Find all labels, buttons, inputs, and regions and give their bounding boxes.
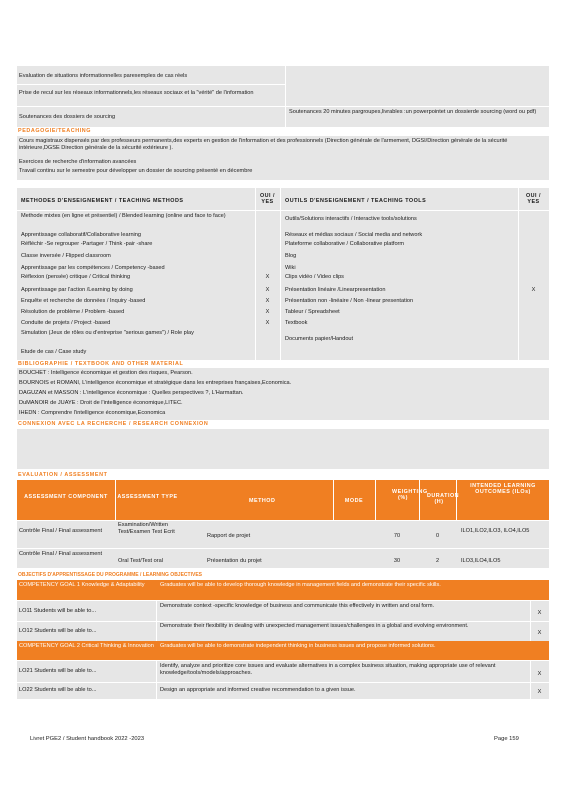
column-divider bbox=[518, 188, 519, 360]
column-divider bbox=[280, 188, 281, 360]
lo-mark: X bbox=[537, 671, 542, 677]
methods-header: METHODES D'ENSEIGNEMENT / TEACHING METHODS bbox=[21, 198, 184, 204]
tool-row: Clips vidéo / Video clips bbox=[285, 274, 344, 280]
method-yes-mark: X bbox=[265, 320, 270, 326]
tool-row: Présentation non -linéaire / Non -linear presentation bbox=[285, 298, 414, 304]
assessment-weighting: 30 bbox=[393, 558, 401, 564]
tool-row: Outils/Solutions interactifs / Interactive tools/solutions bbox=[285, 216, 417, 222]
lo-text: Demonstrate context -specific knowledge of business and communicate this effectively in written and oral form. bbox=[160, 603, 435, 609]
assessment-type: Examination/Written Test/Examen Test Ecrit bbox=[118, 522, 175, 535]
activity-row: Soutenances des dossiers de sourcing bbox=[19, 114, 116, 120]
tool-row: Réseaux et médias sociaux / Social media and network bbox=[285, 232, 423, 238]
row-divider bbox=[17, 682, 549, 683]
activity-row: Prise de recul sur les réseaux informationnels,les réseaux sociaux et la "vérité" de l'information bbox=[19, 90, 254, 96]
method-row: Résolution de problème / Problem -based bbox=[21, 309, 125, 315]
row-divider bbox=[17, 548, 549, 549]
row-divider bbox=[17, 106, 549, 107]
method-row: Réflexion (pensée) critique / Critical thinking bbox=[21, 274, 131, 280]
connexion-block bbox=[17, 429, 549, 469]
evaluation-title: EVALUATION / ASSESSMENT bbox=[18, 472, 108, 478]
method-row: Simulation (Jeux de rôles ou d'entreprise "serious games") / Role play bbox=[21, 330, 194, 336]
assessment-ilos: ILO1,ILO2,ILO3, ILO4,ILO5 bbox=[461, 528, 530, 534]
competency-label: COMPETENCY GOAL 2 Critical Thinking & Innovation bbox=[19, 643, 154, 649]
lo-text: Identify, analyze and prioritize core issues and evaluate alternatives in a complex business situation, making appropriate use of relevant knowledge/tools/models/approaches. bbox=[160, 663, 496, 676]
method-row: Apprentissage collaboratif/Collaborative learning bbox=[21, 232, 142, 238]
lo-text: Demonstrate their flexibility in dealing with unexpected management issues/challenges in a global and evolving environment. bbox=[160, 623, 469, 629]
methods-yes-header: OUI / YES bbox=[259, 193, 276, 206]
header-ilos: INTENDED LEARNING OUTCOMES (ILOs) bbox=[470, 483, 536, 496]
tools-yes-header: OUI / YES bbox=[525, 193, 542, 206]
lo-id: LO22 Students will be able to... bbox=[19, 687, 97, 693]
lo-id: LO11 Students will be able to... bbox=[19, 608, 97, 614]
method-row: Etude de cas / Case study bbox=[21, 349, 87, 355]
column-divider bbox=[285, 66, 286, 127]
method-row: Methode mixtes (en ligne et présentiel) / Blended learning (online and face to face) bbox=[21, 213, 226, 219]
tools-header: OUTILS D'ENSEIGNEMENT / TEACHING TOOLS bbox=[285, 198, 427, 204]
activity-row: Evaluation de situations informationnelles parexemples de cas réels bbox=[19, 73, 188, 79]
assessment-method: Présentation du projet bbox=[207, 558, 262, 564]
header-mode: MODE bbox=[344, 498, 364, 504]
lo-id: LO12 Students will be able to... bbox=[19, 628, 97, 634]
lo-mark: X bbox=[537, 689, 542, 695]
bibliography-entry: BOUCHET : Intelligence économique et gestion des risques, Pearson. bbox=[19, 370, 193, 376]
method-row: Apprentissage par l'action /Learning by doing bbox=[21, 287, 133, 293]
tool-row: Textbook bbox=[285, 320, 308, 326]
assessment-type: Oral Test/Test oral bbox=[118, 558, 163, 564]
assessment-weighting: 70 bbox=[393, 533, 401, 539]
pedagogie-line: Travail continu sur le semestre pour développer un dossier de sourcing présenté en décembre bbox=[19, 168, 253, 174]
row-divider bbox=[17, 84, 285, 85]
pedagogie-line: Cours magistraux dispensés par des professeurs permanents,des experts en gestion de l'information et des professionnels (Direction générale de l'armement, DGSI/Direction générale de la sécurité intérieure,DGSE Direction générale de la sécurité extérieure ). bbox=[19, 138, 508, 151]
competency-label: COMPETENCY GOAL 1 Knowledge & Adaptability bbox=[19, 582, 145, 588]
connexion-title: CONNEXION AVEC LA RECHERCHE / RESEARCH CONNEXION bbox=[18, 421, 209, 427]
footer-handbook: Livret PGE2 / Student handbook 2022 -2023 bbox=[30, 736, 145, 742]
assessment-duration: 0 bbox=[435, 533, 440, 539]
tool-row: Blog bbox=[285, 253, 297, 259]
bibliography-entry: DuMANOIR de JUAYE : Droit de l'intelligence économique,LITEC. bbox=[19, 400, 183, 406]
tool-row: Plateforme collaborative / Collaborative platform bbox=[285, 241, 405, 247]
header-component: ASSESSMENT COMPONENT bbox=[24, 494, 108, 500]
method-yes-mark: X bbox=[265, 309, 270, 315]
assessment-ilos: ILO3,ILO4,ILO5 bbox=[461, 558, 501, 564]
header-method: METHOD bbox=[249, 498, 276, 504]
tool-yes-mark: X bbox=[531, 287, 536, 293]
method-yes-mark: X bbox=[265, 287, 270, 293]
header-type: ASSESSMENT TYPE bbox=[117, 494, 178, 500]
competency-goal-text: Graduates will be able to develop thorough knowledge in management fields and demonstrate their specific skills. bbox=[160, 582, 441, 588]
lo-id: LO21 Students will be able to... bbox=[19, 668, 97, 674]
method-row: Apprentissage par les compétences / Competency -based bbox=[21, 265, 165, 271]
assessment-component: Contrôle Final / Final assessment bbox=[19, 528, 103, 534]
method-yes-mark: X bbox=[265, 298, 270, 304]
pedagogie-line: Exercices de recherche d'information avancées bbox=[19, 159, 137, 165]
column-divider bbox=[156, 661, 157, 699]
objectives-title: OBJECTIFS D'APPRENTISSAGE DU PROGRAMME / LEARNING OBJECTIVES bbox=[18, 572, 202, 578]
header-divider bbox=[17, 210, 549, 211]
tool-row: Wiki bbox=[285, 265, 296, 271]
lo-mark: X bbox=[537, 610, 542, 616]
assessment-component: Contrôle Final / Final assessment bbox=[19, 551, 103, 557]
soutenance-details: Soutenances 20 minutes pargroupes,livrables :un powerpointet un dossierde sourcing (word ou pdf) bbox=[289, 109, 537, 115]
method-row: Classe inversée / Flipped classroom bbox=[21, 253, 111, 259]
lo-mark: X bbox=[537, 630, 542, 636]
footer-page-number: Page 159 bbox=[494, 736, 519, 742]
header-duration: DURATION (H) bbox=[427, 493, 460, 506]
lo-text: Design an appropriate and informed creative recommendation to a given issue. bbox=[160, 687, 356, 693]
bibliography-title: BIBLIOGRAPHIE / TEXTBOOK AND OTHER MATERIAL bbox=[18, 361, 184, 367]
tool-row: Présentation linéaire /Linearpresentation bbox=[285, 287, 386, 293]
assessment-duration: 2 bbox=[435, 558, 440, 564]
assessment-method: Rapport de projet bbox=[207, 533, 251, 539]
pedagogie-title: PEDAGOGIE/TEACHING bbox=[18, 128, 92, 134]
bibliography-entry: BOURNOIS et ROMANI, L'intelligence économique et stratégique dans les entreprises françaises,Economica. bbox=[19, 380, 292, 386]
competency-goal-text: Graduates will be able to demonstrate independent thinking in business issues and propose informed solutions. bbox=[160, 643, 436, 649]
tool-row: Tableur / Spreadsheet bbox=[285, 309, 340, 315]
bibliography-entry: DAGUZAN et MASSON : L'intelligence économique : Quelles perspectives ?, L'Harmattan. bbox=[19, 390, 244, 396]
method-row: Réfléchir -Se regrouper -Partager / Think -pair -share bbox=[21, 241, 153, 247]
bibliography-entry: IHEDN : Comprendre l'intelligence économique,Economica bbox=[19, 410, 166, 416]
tool-row: Documents papier/Handout bbox=[285, 336, 354, 342]
column-divider bbox=[156, 601, 157, 641]
method-row: Enquête et recherche de données / Inquiry -based bbox=[21, 298, 146, 304]
method-row: Conduite de projets / Project -based bbox=[21, 320, 111, 326]
method-yes-mark: X bbox=[265, 274, 270, 280]
header-weighting: WEIGHTING (%) bbox=[392, 489, 428, 502]
